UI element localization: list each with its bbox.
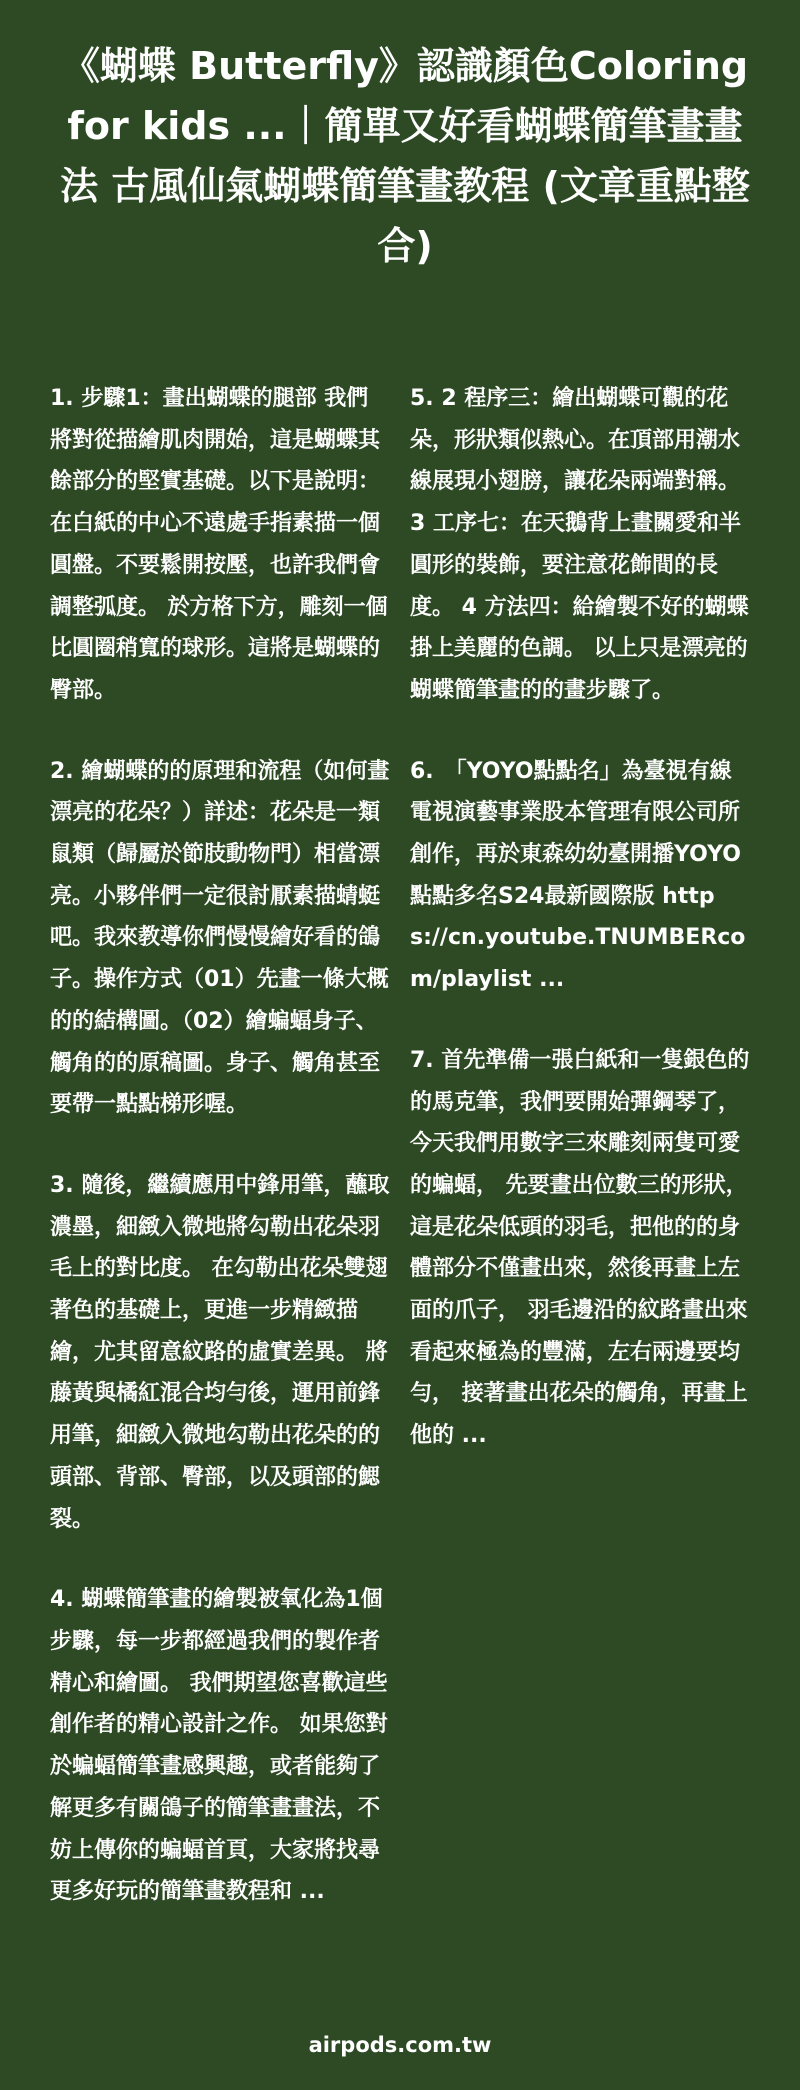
content-columns: [50, 378, 750, 1952]
list-item: 3. 隨後，繼續應用中鋒用筆，蘸取濃墨，細緻入微地將勾勒出花朵羽毛上的對比度。 在勾勒出花朵雙翅著色的基礎上，更進一步精緻描繪，尤其留意紋路的虛實差異。 將藤黃與橘紅混合均勻後，運用前鋒用筆，細緻入微地勾勒出花朵的的頭部、背部、臀部，以及頭部的鰓裂。: [50, 1172, 390, 1532]
right-column: [410, 378, 750, 1952]
list-item: 5. 2 程序三：繪出蝴蝶可觀的花朵，形狀類似熱心。在頂部用潮水線展現小翅膀，讓花朵兩端對稱。 3 工序七：在天鵝背上畫關愛和半圓形的裝飾，要注意花飾間的長度。 4 方法四：給繪製不好的蝴蝶掛上美麗的色調。 以上只是漂亮的蝴蝶簡筆畫的的畫步驟了。: [410, 386, 749, 703]
list-item: 1. 步驟1：畫出蝴蝶的腿部 我們將對從描繪肌肉開始，這是蝴蝶其餘部分的堅實基礎。以下是說明： 在白紙的中心不遠處手指素描一個圓盤。不要鬆開按壓，也許我們會調整弧度。 於方格下方，雕刻一個比圓圈稍寬的球形。這將是蝴蝶的臀部。: [50, 386, 388, 703]
site-footer: airpods.com.tw: [308, 2033, 492, 2057]
left-column: [50, 378, 390, 1952]
list-item: 4. 蝴蝶簡筆畫的繪製被氧化為1個步驟，每一步都經過我們的製作者精心和繪圖。 我們期望您喜歡這些創作者的精心設計之作。 如果您對於蝙蝠簡筆畫感興趣，或者能夠了解更多有關鴿子的簡筆畫畫法，不妨上傳你的蝙蝠首頁，大家將找尋更多好玩的簡筆畫教程和 ...: [50, 1587, 388, 1905]
list-item: 6. 「YOYO點點名」為臺視有線電視演藝事業股本管理有限公司所創作，再於東森幼幼臺開播YOYO點點多名S24最新國際版 https://cn.youtube.TNUMBERcom/playlist ...: [410, 758, 746, 993]
list-item: 7. 首先準備一張白紙和一隻銀色的的馬克筆，我們要開始彈鋼琴了，今天我們用數字三來雕刻兩隻可愛的蝙蝠， 先要畫出位數三的形狀，這是花朵低頭的羽毛，把他的的身體部分不僅畫出來，然後再畫上左面的爪子， 羽毛邊沿的紋路畫出來看起來極為的豐滿，左右兩邊要均勻， 接著畫出花朵的觸角，再畫上他的 ...: [410, 1047, 750, 1449]
page-title: 《蝴蝶 Butterfly》認識顏色Coloring for kids ...｜簡單又好看蝴蝶簡筆畫畫法 古風仙氣蝴蝶簡筆畫教程 (文章重點整合): [60, 44, 750, 268]
list-item: 2. 繪蝴蝶的的原理和流程（如何畫漂亮的花朵？）詳述：花朵是一類鼠類（歸屬於節肢動物門）相當漂亮。小夥伴們一定很討厭素描蜻蜓吧。我來教導你們慢慢繪好看的鴿子。操作方式（01）先畫一條大概的的結構圖。（02）繪蝙蝠身子、觸角的的原稿圖。身子、觸角甚至要帶一點點梯形喔。: [50, 758, 390, 1118]
